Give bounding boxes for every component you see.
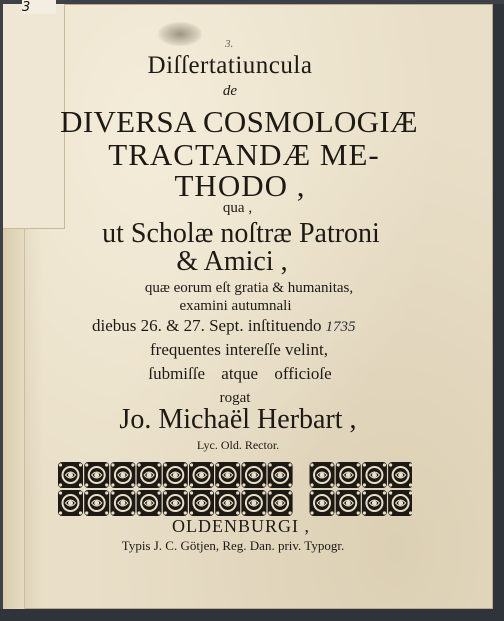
fleuron-icon [336,490,361,516]
text-diebus [92,316,376,336]
fleuron-icon [84,490,109,516]
fleuron-icon [215,462,240,488]
text-qua: qua , [222,200,253,216]
title-line-2: de [222,83,238,99]
handwritten-year: 1735 [325,319,356,335]
fleuron-icon [215,490,240,516]
fleuron-icon [110,462,135,488]
fleuron-icon [163,490,188,516]
text-examini: examini autumnali [179,298,292,314]
text-rogat: rogat [219,390,251,406]
text-frequentes: frequentes intereſſe velint, [150,340,328,359]
fleuron-icon [362,462,387,488]
binding-edge [3,229,25,609]
title-line-5: THODO , [174,168,306,203]
author-name: Jo. Michaël Herbart , [119,404,357,435]
imprint-printer: Typis J. C. Götjen, Reg. Dan. priv. Typogr. [121,538,345,553]
fleuron-icon [388,490,412,516]
ink-blot [158,22,202,46]
text-submisse: ſubmiſſe atque officioſe [148,364,332,383]
fleuron-icon [189,490,214,516]
margin-note: 3 [22,0,56,14]
fleuron-icon [137,462,162,488]
fleuron-icon [336,462,361,488]
text-diebus-printed: diebus 26. & 27. Sept. inſtituendo [92,316,322,335]
title-line-3: DIVERSA COSMOLOGIÆ [60,104,418,139]
fleuron-icon [362,490,387,516]
scan-edge-right [493,4,504,621]
fleuron-icon [241,462,266,488]
fleuron-icon [310,490,335,516]
fleuron-icon [189,462,214,488]
text-patroni: ut Scholæ noſtræ Patroni [102,218,380,249]
author-title: Lyc. Old. Rector. [196,438,280,452]
fleuron-icon [58,490,83,516]
title-line-4: TRACTANDÆ ME- [108,137,380,172]
fleuron-icon [58,462,83,488]
fleuron-icon [268,490,293,516]
text-amici: & Amici , [176,246,288,277]
fleuron-band-icon [56,460,412,516]
scan-edge-bottom [0,609,504,621]
fleuron-icon [84,462,109,488]
fleuron-icon [163,462,188,488]
fleuron-icon [241,490,266,516]
title-line-1: Diſſertatiuncula [147,52,313,79]
fleuron-icon [137,490,162,516]
fleuron-icon [310,462,335,488]
text-humanitas: quæ eorum eſt gratia & humanitas, [144,280,354,296]
folio-number: 3. [225,38,234,50]
fleuron-icon [388,462,412,488]
fleuron-icon [268,462,293,488]
fleuron-icon [110,490,135,516]
imprint-city: OLDENBURGI , [172,516,310,536]
